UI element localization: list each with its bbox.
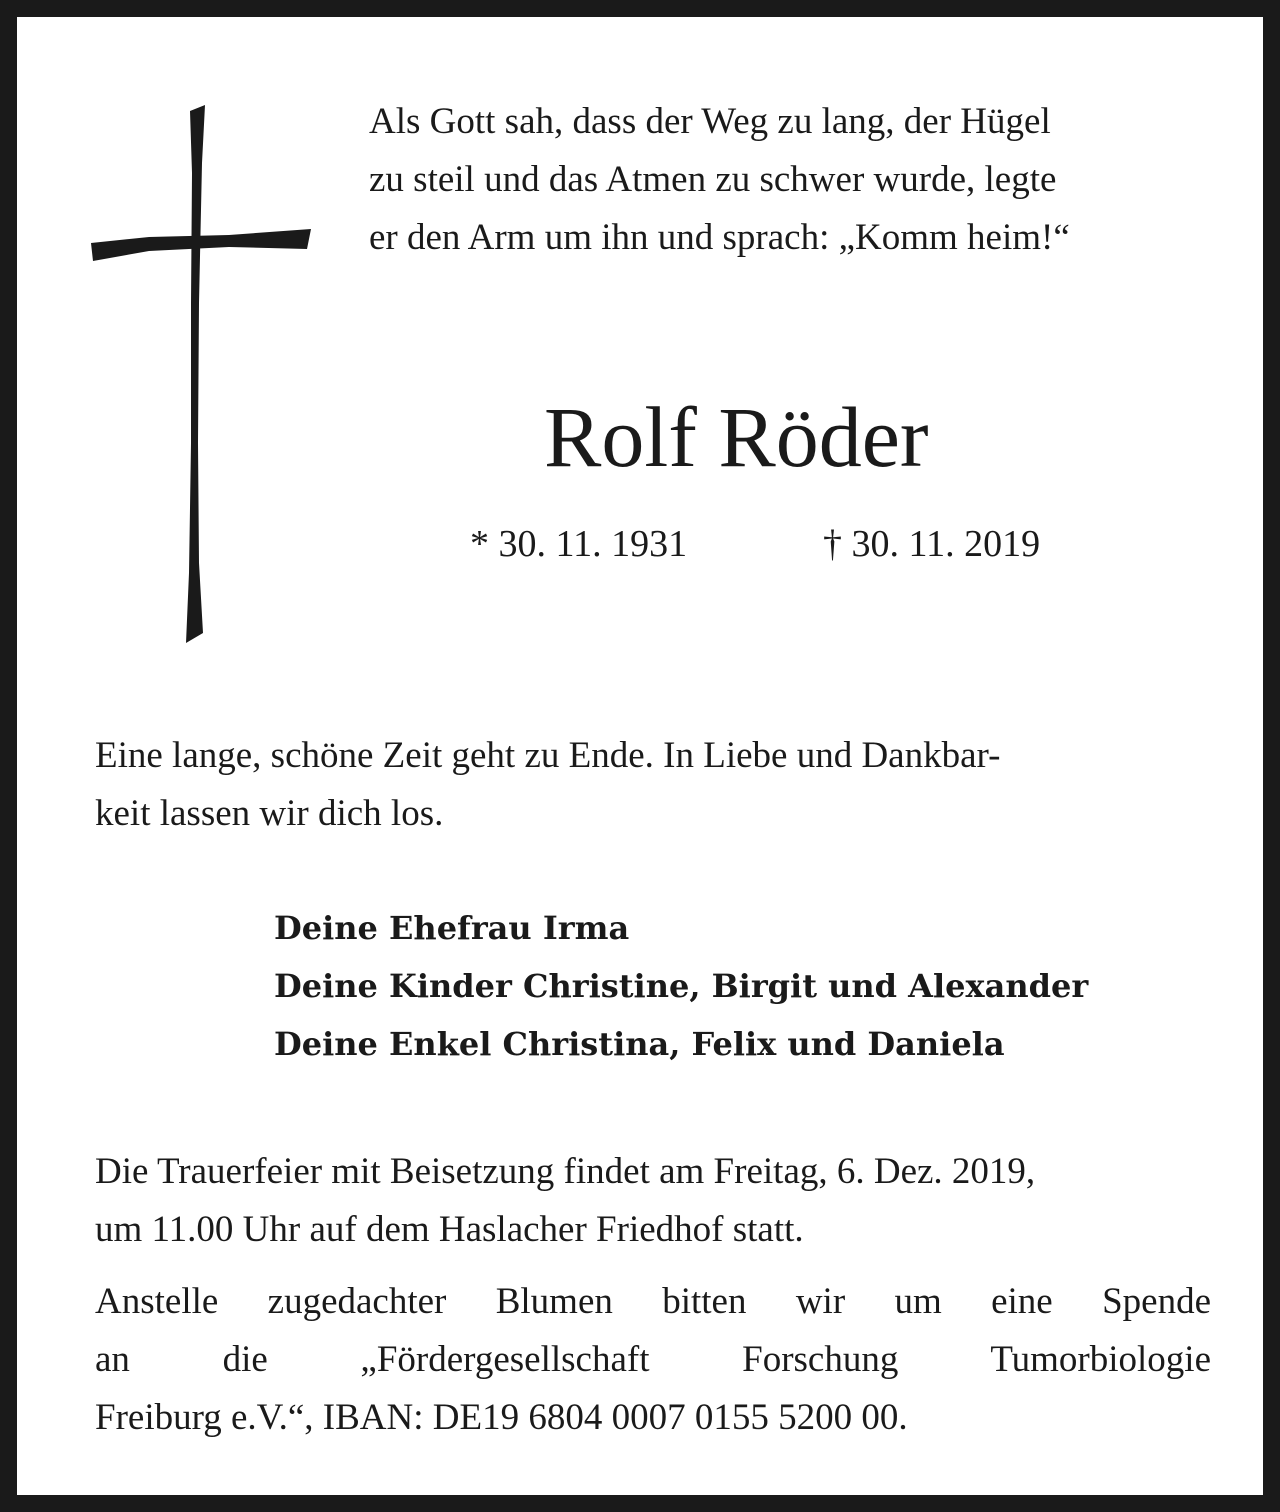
farewell-line: Eine lange, schöne Zeit geht zu Ende. In Liebe und Dankbar- <box>95 735 1001 776</box>
birth-date: * 30. 11. 1931 <box>470 523 688 565</box>
ceremony-line: Die Trauerfeier mit Beisetzung findet am Freitag, 6. Dez. 2019, <box>95 1151 1036 1192</box>
cross-icon <box>89 103 313 645</box>
donation-line: an die „Fördergesellschaft Forschung Tumorbiologie <box>95 1339 1211 1380</box>
family-line: Deine Kinder Christine, Birgit und Alexander <box>274 967 1089 1005</box>
donation-text <box>95 1273 1211 1447</box>
donation-line: Freiburg e.V.“, IBAN: DE19 6804 0007 0155 5200 00. <box>95 1397 908 1438</box>
family-line: Deine Ehefrau Irma <box>274 909 630 947</box>
donation-line: Anstelle zugedachter Blumen bitten wir um eine Spende <box>95 1281 1211 1322</box>
farewell-line: keit lassen wir dich los. <box>95 793 444 834</box>
farewell-text <box>95 727 1215 843</box>
quote-line: er den Arm um ihn und sprach: „Komm heim!“ <box>369 217 1070 258</box>
death-date: † 30. 11. 2019 <box>823 523 1041 565</box>
quote-line: Als Gott sah, dass der Weg zu lang, der Hügel <box>369 101 1051 142</box>
deceased-name: Rolf Röder <box>544 389 929 485</box>
quote-text <box>369 93 1219 267</box>
ceremony-line: um 11.00 Uhr auf dem Haslacher Friedhof statt. <box>95 1209 804 1250</box>
family-signatures <box>274 899 1214 1073</box>
quote-line: zu steil und das Atmen zu schwer wurde, legte <box>369 159 1057 200</box>
ceremony-text <box>95 1143 1215 1259</box>
family-line: Deine Enkel Christina, Felix und Daniela <box>274 1025 1005 1063</box>
